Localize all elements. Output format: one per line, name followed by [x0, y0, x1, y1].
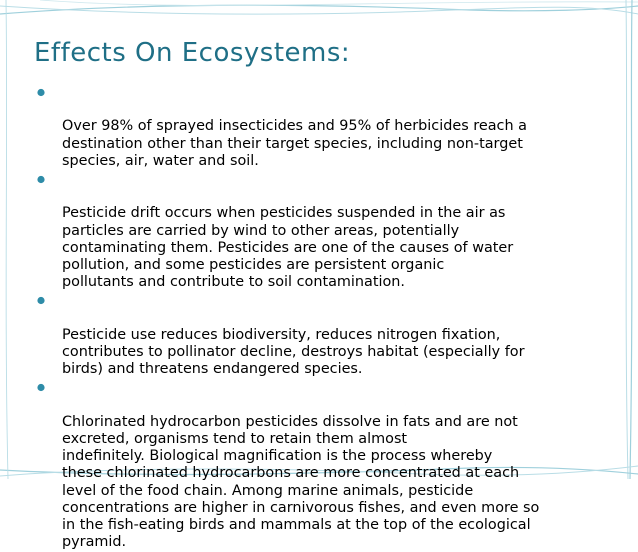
decorative-line-top-3 — [40, 0, 638, 5]
bullet-item — [36, 171, 616, 291]
bullet-text: Pesticide use reduces biodiversity, reduces nitrogen fixation, contributes to pollinator decline, destroys habitat (especially for birds) and threatens endangered species. — [62, 326, 525, 378]
bullet-text: Pesticide drift occurs when pesticides suspended in the air as particles are carried by wind to other areas, potentially contaminating them. Pesticides are one of the causes of water pollution, and some pesticides are persistent organic pollutants and contribute to soil contamination. — [62, 205, 514, 291]
bullet-text: Chlorinated hydrocarbon pesticides dissolve in fats and are not excreted, organisms tend to retain them almost indefinitely. Biological magnification is the process whereby these chlorinated hydrocarbons are more concentrated at each level of the food chain. Among marine animals, pesticide concentrations are higher in carnivorous fishes, and even more so in the fish-eating birds and mammals at the top of the ecological pyramid. — [62, 413, 540, 551]
bullet-item — [36, 292, 616, 378]
decorative-line-top — [0, 5, 638, 14]
decorative-line-top-2 — [0, 6, 638, 14]
bullet-text: Over 98% of sprayed insecticides and 95% of herbicides reach a destination other than their target species, including non-target species, air, water and soil. — [62, 118, 527, 169]
decorative-line-left — [6, 0, 8, 479]
circle-bullet-icon — [36, 379, 50, 396]
circle-bullet-icon — [36, 292, 50, 309]
slide-title: Effects On Ecosystems: — [34, 38, 351, 68]
bullet-item — [36, 84, 616, 170]
bullet-item — [36, 379, 616, 551]
bullet-list — [36, 84, 616, 552]
decorative-line-right-2 — [626, 0, 628, 479]
circle-bullet-icon — [36, 84, 50, 101]
circle-bullet-icon — [36, 171, 50, 188]
decorative-line-right — [630, 0, 632, 479]
